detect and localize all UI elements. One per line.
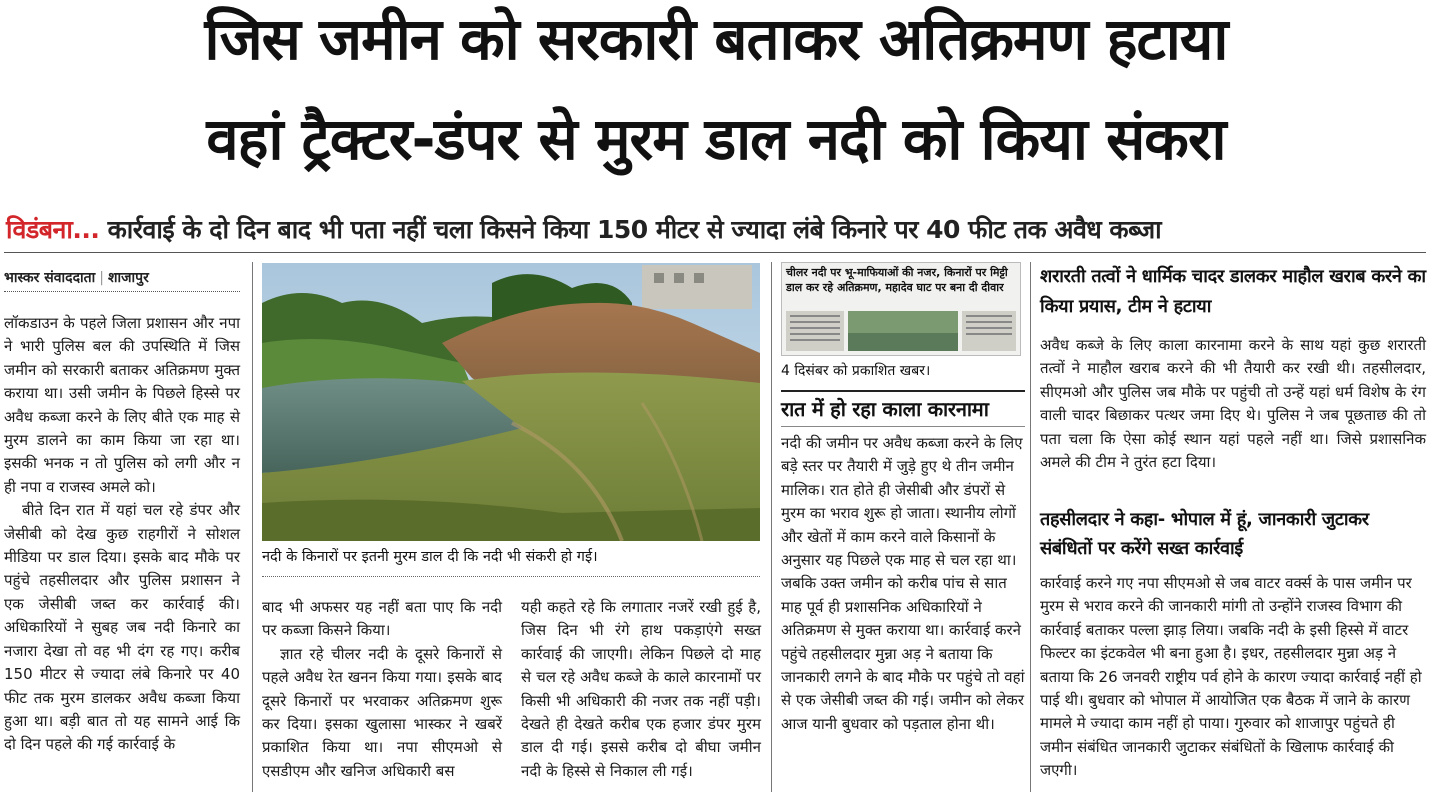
- column-divider: [1030, 262, 1031, 792]
- byline-separator: |: [99, 270, 104, 286]
- sidebar-body: नदी की जमीन पर अवैध कब्जा करने के लिए बड़े स्तर पर तैयारी में जुड़े हुए थे तीन जमीन मालिक। रात होते ही जेसीबी और डंपरों से मुरम का भराव शुरू हो जाता। स्थानीय लोगों और खेतों में काम करने वाले किसानों के अनुसार यह पिछले एक माह से चल रहा था। जबकि उक्त जमीन को करीब पांच से सात माह पूर्व ही प्रशासनिक अधिकारियों ने अतिक्रमण से मुक्त कराया था। कार्रवाई करने पहुंचे तहसीलदार मुन्ना अड़ ने बताया कि जानकारी लगने के बाद मौके पर पहुंचे तो वहां से एक जेसीबी जब्त की गई। जमीन को लेकर आज यानी बुधवार को पड़ताल होना थी।: [781, 434, 1025, 733]
- sidebar-body: अवैध कब्जे के लिए काला कारनामा करने के साथ यहां कुछ शरारती तत्वों ने माहौल खराब करने की भी तैयारी कर रखी थी। तहसीलदार, सीएमओ और पुलिस जब मौके पर पहुंची तो उन्हें यहां धर्म विशेष के रंग वाली चादर बिछाकर पत्थर जमा दिए थे। पुलिस ने जब पूछताछ की तो पता चला कि ऐसा कोई स्थान यहां पहले नहीं था। जिसे प्रशासनिक अमले की टीम ने तुरंत हटा दिया।: [1040, 336, 1426, 472]
- clipping-headline: चीलर नदी पर भू-माफियाओं की नजर, किनारों पर मिट्टी डाल कर रहे अतिक्रमण, महादेव घाट पर बना दी दीवार: [786, 266, 1008, 294]
- byline-reporter: भास्कर संवाददाता: [4, 270, 96, 286]
- headline-line-2: वहां ट्रैक्टर-डंपर से मुरम डाल नदी को किया संकरा: [206, 105, 1226, 173]
- subheadline-text: कार्रवाई के दो दिन बाद भी पता नहीं चला किसने किया 150 मीटर से ज्यादा लंबे किनारे पर 40 फीट तक अवैध कब्जा: [99, 215, 1162, 244]
- article-column-1: [4, 312, 240, 757]
- article-paragraph: ज्ञात रहे चीलर नदी के दूसरे किनारों से पहले अवैध रेत खनन किया गया। इसके बाद दूसरे किनारों पर भरवाकर अतिक्रमण शुरू कर दिया। इसका खुलासा भास्कर ने खबरें प्रकाशित किया था। नपा सीएमओ से एसडीएम और खनिज अधिकारी बस: [262, 644, 502, 780]
- subheadline-kicker: विडंबना...: [6, 215, 100, 244]
- clipping-thumbnail: [786, 311, 1016, 351]
- article-column-3: [521, 596, 761, 783]
- article-paragraph: बाद भी अफसर यह नहीं बता पाए कि नदी पर कब्जा किसने किया।: [262, 598, 502, 640]
- article-paragraph: लॉकडाउन के पहले जिला प्रशासन और नपा ने भारी पुलिस बल की उपस्थिति में जिस जमीन को सरकारी बताकर अतिक्रमण मुक्त कराया था। उसी जमीन के पिछले हिस्से पर अवैध कब्जा करने के लिए बीते एक माह से मुरम डालने का काम किया जा रहा था। इसकी भनक न तो पुलिस को लगी और न ही नपा व राजस्व अमले को।: [4, 314, 240, 496]
- newspaper-clipping: [781, 262, 1021, 356]
- river-photo: [262, 263, 760, 541]
- column-divider: [252, 262, 253, 792]
- sidebar-heading: रात में हो रहा काला कारनामा: [781, 390, 1025, 427]
- column-divider: [771, 262, 772, 792]
- article-paragraph: यही कहते रहे कि लगातार नजरें रखी हुई है, जिस दिन भी रंगे हाथ पकड़ाएंगे सख्त कार्रवाई की जाएगी। लेकिन पिछले दो माह से चल रहे अवैध कब्जे के काले कारनामों पर किसी भी अधिकारी की नजर तक नहीं पड़ी। देखते ही देखते करीब एक हजार डंपर मुरम डाल दी गई। इससे करीब दो बीघा जमीन नदी के हिस्से से निकाल ली गई।: [521, 598, 761, 780]
- sidebar-heading: शरारती तत्वों ने धार्मिक चादर डालकर माहौल खराब करने का किया प्रयास, टीम ने हटाया: [1040, 266, 1426, 317]
- subheadline: [6, 212, 1426, 248]
- article-column-2: [262, 596, 502, 783]
- river-photo-illustration: [262, 263, 760, 541]
- byline-place: शाजापुर: [107, 270, 149, 286]
- byline: [4, 268, 240, 292]
- article-paragraph: बीते दिन रात में यहां चल रहे डंपर और जेसीबी को देख कुछ राहगीरों ने सोशल मीडिया पर डाल दिया। इसके बाद मौके पर पहुंचे तहसीलदार और पुलिस प्रशासन ने एक जेसीबी जब्त कर कार्रवाई की। अधिकारियों ने सुबह जब नदी किनारे का नजारा देखा तो वह भी दंग रह गए। करीब 150 मीटर से ज्यादा लंबे किनारे पर 40 फीट तक मुरम डालकर अवैध कब्जा किया हुआ था। बड़ी बात तो यह सामने आई कि दो दिन पहले की गई कार्रवाई के: [4, 501, 240, 754]
- sidebar-body: कार्रवाई करने गए नपा सीएमओ से जब वाटर वर्क्स के पास जमीन पर मुरम से भराव करने की जानकारी मांगी तो उन्होंने राजस्व विभाग की कार्रवाई बताकर पल्ला झाड़ लिया। जबकि नदी के इसी हिस्से में वाटर फिल्टर का इंटकवेल भी बना हुआ है। इधर, तहसीलदार मुन्ना अड़ ने बताया कि 26 जनवरी राष्ट्रीय पर्व होने के कारण ज्यादा कार्रवाई नहीं हो पाई थी। बुधवार को भोपाल में आयोजित एक बैठक में जाने के कारण मामले मे ज्यादा काम नहीं हो पाया। गुरुवार को शाजापुर पहुंचते ही जमीन संबंधित जानकारी जुटाकर संबंधितों के खिलाफ कार्रवाई की जएगी।: [1040, 574, 1422, 780]
- clipping-caption: 4 दिसंबर को प्रकाशित खबर।: [781, 363, 931, 379]
- headline-line-1: जिस जमीन को सरकारी बताकर अतिक्रमण हटाया: [204, 5, 1228, 73]
- subheadline-divider: [4, 252, 1426, 253]
- photo-caption: नदी के किनारों पर इतनी मुरम डाल दी कि नदी भी संकरी हो गई।: [262, 546, 760, 577]
- sidebar-heading: तहसीलदार ने कहा- भोपाल में हूं, जानकारी जुटाकर संबंधितों पर करेंगे सख्त कार्रवाई: [1040, 509, 1369, 559]
